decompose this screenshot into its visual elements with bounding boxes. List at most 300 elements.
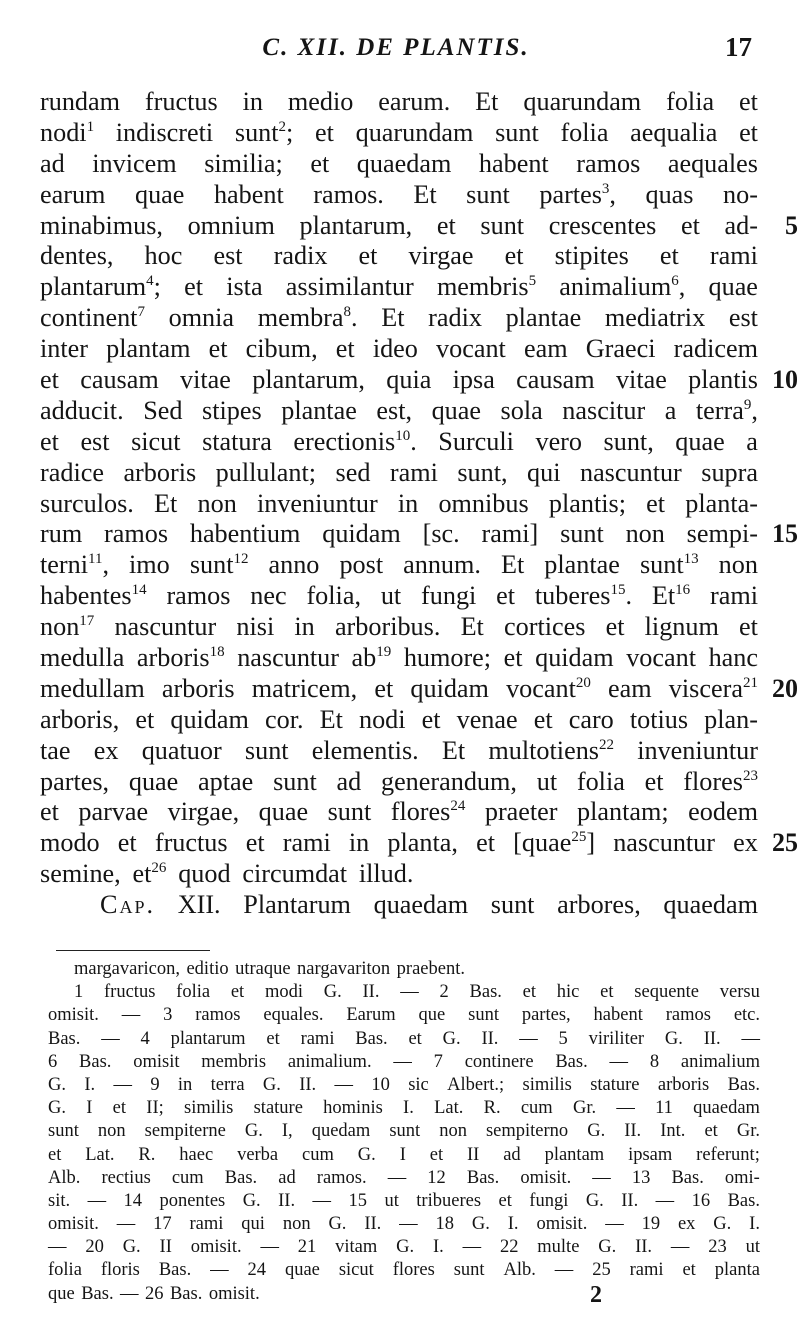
word: flores [392,1260,435,1281]
word: G. [48,1098,66,1119]
word: arboris [161,673,235,703]
word: partes, [521,1005,571,1026]
word: in [242,87,263,116]
word: nisi [236,612,275,642]
word: sunt [244,735,289,765]
word: lignum [644,612,719,642]
word: II [159,1237,172,1258]
word: quae [431,395,481,425]
word: folia [576,766,625,796]
word: ad [503,1144,521,1165]
word: Alb. [48,1167,81,1188]
word: arbores, [557,890,641,920]
word: assimilantur [285,272,414,302]
word: 7 [433,1051,443,1072]
word: ramos [665,1005,711,1026]
word: caro [568,704,614,734]
word: quas [645,179,694,209]
word: quaedam [356,148,452,178]
word: II. [299,1074,317,1095]
text-line [40,427,758,458]
word: rami [629,1260,664,1281]
text-line [40,396,758,427]
word: planta, [387,828,458,858]
word: et [358,241,378,271]
word: dentes, [40,241,114,271]
word: floris [100,1260,140,1281]
word: sunt [495,117,539,147]
word: quidam [170,704,249,734]
word: rami [189,1214,224,1235]
word: et [436,210,456,240]
word: omisit. [48,1005,99,1026]
footnote-line [48,1004,760,1027]
word: et [533,704,553,734]
word: et [230,982,245,1003]
word: Et [441,735,466,765]
word: G. [396,1237,415,1258]
word: nascuntur [237,643,339,673]
word: I. [507,1214,519,1235]
word: Bas. [169,1283,203,1304]
word: continere [464,1051,534,1072]
word: generandum, [380,766,517,796]
word: ponentes [159,1190,226,1211]
word: non [718,550,758,580]
word: fructus [154,828,228,858]
word: stipes [202,395,262,425]
word: tuberes$^{15}$. [534,581,633,611]
word: causam [516,365,595,395]
word: — [101,1028,120,1049]
word: vitae [615,365,667,395]
word: et [208,334,228,364]
word: Graeci [585,334,656,364]
footnote-line [48,1167,760,1190]
word: I [399,1144,406,1165]
word: rundam [40,87,120,116]
word: 19 [641,1214,661,1235]
word: II. [624,1121,642,1142]
word: Bas. [79,1051,112,1072]
footnote-line [48,1028,760,1051]
word: II; [146,1098,164,1119]
text-line [40,365,798,396]
word: G. [48,1074,66,1095]
word: annum. [403,550,481,580]
word: vocant [626,643,697,673]
word: inveniuntur [637,735,758,765]
word: G. [262,1074,281,1095]
footnote-line [48,958,760,981]
word: et [503,643,523,673]
word: omisit. [536,1214,588,1235]
word: sunt [327,797,372,827]
word: similis [184,1098,234,1119]
word: et [682,1260,696,1281]
word: ipsam [628,1144,673,1165]
word: nodi [358,704,406,734]
word: no- [723,179,758,209]
word: et [408,1028,422,1049]
word: aptae [198,766,254,796]
word: a [746,426,758,456]
word: quaedam [693,1098,760,1119]
word: XII. [177,890,221,920]
text-line [40,149,758,180]
word: haec [179,1144,214,1165]
word: I, [281,1121,293,1142]
word: Bas. [727,1190,760,1211]
word: stature [253,1098,303,1119]
word: — [655,1190,675,1211]
word: et [40,365,59,395]
word: et [496,581,516,611]
word: Bas. [158,1260,192,1281]
word: non [625,519,665,549]
word: virgae [408,241,474,271]
word: G. [357,1144,376,1165]
word: et [117,828,137,858]
word: 17 [153,1214,172,1235]
word: crescentes [548,210,657,240]
word: animalium [680,1051,760,1072]
main-text [40,87,798,921]
word: causam [80,365,159,395]
page-header [40,30,752,70]
word: arboris$^{18}$ [136,643,225,673]
word: versu [719,982,760,1003]
word: anno [268,550,320,580]
word: 2 [439,982,449,1003]
word: radix [428,303,482,333]
word: 14 [123,1190,143,1211]
word: sempiterne [144,1121,226,1142]
word: quidam [535,643,614,673]
word: et [135,704,155,734]
word: similia; [204,148,283,178]
word: plantam [544,1144,605,1165]
word: non [282,1214,311,1235]
text-line [40,118,758,149]
word: nargavariton [297,959,391,979]
word: quidam [410,673,489,703]
word: 26 [145,1283,164,1304]
word: II [467,1144,480,1165]
word: continent$^7$ [40,303,145,333]
word: et [522,982,537,1003]
text-line [40,303,758,334]
word: est, [376,395,413,425]
text-line [40,489,758,520]
word: 23 [708,1237,727,1258]
word: in [397,488,419,518]
word: 13 [631,1167,651,1188]
word: sunt$^{12}$ [189,550,249,580]
word: — [616,1098,635,1119]
word: ipsa [452,365,495,395]
word: omisit. [208,1283,260,1304]
word: eodem [688,797,758,827]
text-line [40,458,758,489]
footnote-line [48,1190,760,1213]
word: — [113,1074,132,1095]
word: terra$^9$, [695,395,758,425]
word: omisit. [520,1167,572,1188]
word: terni$^{11}$, [40,550,109,580]
word: ut [745,1237,760,1258]
word: sunt [48,1121,79,1142]
word: — [121,1005,141,1026]
word: G. [442,1028,461,1049]
word: habentium [189,519,301,549]
word: sempiterno [485,1121,569,1142]
word: II. [481,1028,499,1049]
word: Bas. [466,1167,500,1188]
word: folia [666,87,715,116]
word: quaedam [663,890,758,920]
word: — [120,1283,139,1304]
word: ad- [724,210,758,240]
word: I. [432,1237,444,1258]
footnote-line [48,1144,760,1167]
word: in [177,1074,193,1095]
word: et [739,117,758,147]
footnote-rule [56,950,210,951]
word: similis [522,1074,572,1095]
word: et [739,612,758,642]
word: habent [593,1005,643,1026]
word: habent [478,148,549,178]
word: animalium$^6$, [559,272,686,302]
word: 6 [48,1051,58,1072]
word: omnibus [438,488,529,518]
word: hic [556,982,580,1003]
word: rami [709,241,758,271]
word: quae [128,766,179,796]
word: sunt$^2$; [234,117,294,147]
word: et [600,982,614,1003]
text-line [40,612,758,643]
word: Albert.; [447,1074,505,1095]
word: — [741,1028,760,1049]
word: statura [202,426,272,456]
word: II. [703,1028,721,1049]
word: 21 [297,1237,317,1258]
word: ex [93,735,119,765]
word: et [659,241,679,271]
word: utraque [235,959,291,979]
word: et [310,148,330,178]
word: viscera$^{21}$ [668,673,758,703]
word: G. [323,982,342,1003]
word: earum. [378,87,451,116]
word: II. [635,1237,653,1258]
word: aequales [667,148,758,178]
word: et [374,673,394,703]
word: G. [328,1214,347,1235]
text-line [40,673,798,705]
word: ut [380,581,402,611]
word: sit. [48,1190,71,1211]
text-line [40,581,758,612]
word: stature [590,1074,640,1095]
word: R. [138,1144,156,1165]
word: multe [537,1237,580,1258]
word: et [680,210,700,240]
word: Et [500,550,525,580]
word: Bas. [555,1051,588,1072]
word: sunt [389,1121,421,1142]
word: hominis [323,1098,383,1119]
word: modo [40,828,100,858]
word: ex [677,1214,696,1235]
text-line [40,890,758,921]
word: sunt [453,1260,485,1281]
line-number: 5 [785,210,798,240]
line-number: 25 [772,828,798,858]
word: vitam [335,1237,378,1258]
word: sicut [131,426,181,456]
word: 4 [140,1028,150,1049]
word: et [476,828,496,858]
word: inter [40,334,88,364]
word: rami [709,581,758,611]
footnote-line [48,1213,760,1236]
word: 18 [435,1214,455,1235]
word: Bas. [469,982,502,1003]
word: radicem [673,334,758,364]
running-title: C. XII. DE PLANTIS. [262,34,530,61]
word: est [213,241,243,271]
word: rami [282,828,331,858]
word: et [184,272,204,302]
word: fungi [421,581,477,611]
word: Et [154,488,178,518]
word: sunt [490,890,535,920]
word: ideo [372,334,418,364]
word: 11 [655,1098,673,1119]
line-number: 20 [772,673,798,703]
word: flores$^{24}$ [390,797,466,827]
word: Bas. [48,1028,81,1049]
text-line [40,334,758,365]
word: inveniuntur [256,488,378,518]
line-number: 10 [772,365,798,395]
word: hoc [144,241,183,271]
word: plantae [281,395,357,425]
word: 9 [150,1074,160,1095]
word: membra$^8$. [257,303,358,333]
footnote-line [48,1120,760,1143]
word: nodi$^1$ [40,117,95,147]
word: ramos. [313,179,384,209]
word: 24 [247,1260,267,1281]
word: G. [598,1237,617,1258]
word: et [40,797,59,827]
word: margavaricon, [74,959,180,979]
word: et [315,117,334,147]
word: eam [523,334,568,364]
text-line [40,828,798,859]
text-line [40,859,758,890]
word: planta [714,1260,760,1281]
word: ad [278,1167,296,1188]
word: Et$^{16}$ [651,581,691,611]
word: nec [250,581,287,611]
word: 5 [558,1028,568,1049]
word: praebent. [396,959,465,979]
word: I. [403,1098,414,1119]
word: et [739,87,758,116]
word: qui [241,1214,265,1235]
footnote-line [48,1259,760,1282]
word: plantam [106,334,191,364]
word: quia [386,365,432,395]
word: sed [335,457,371,487]
word: sequente [634,982,700,1003]
word: folia, [306,581,361,611]
word: plantarum$^4$; [40,272,161,302]
word: Bas. [671,1167,704,1188]
word: 12 [427,1167,446,1188]
word: — [334,1074,354,1095]
word: sempi- [686,519,758,549]
word: praeter [484,797,558,827]
word: 20 [85,1237,104,1258]
word: earum [40,179,106,209]
word: — [519,1028,538,1049]
word: multotiens$^{22}$ [488,735,614,765]
word: est [80,426,110,456]
word: — [400,982,419,1003]
word: nascuntur [114,612,217,642]
word: omnium [187,210,275,240]
word: 25 [592,1260,611,1281]
text-line [40,272,758,303]
word: imo [129,550,170,580]
footnote-line [48,1097,760,1120]
word: Et [413,179,437,209]
word: arboris [123,457,197,487]
word: fructus [104,982,156,1003]
word: Earum [346,1005,396,1026]
word: cibum, [245,334,318,364]
word: membris$^5$ [436,272,537,302]
word: indiscreti [115,117,214,147]
word: — [87,1190,107,1211]
word: nascuntur [579,457,682,487]
word: plantam; [577,797,669,827]
word: II. [278,1190,296,1211]
word: animalium. [287,1051,372,1072]
text-line [40,180,758,211]
text-line [40,705,758,736]
word: que [418,1005,446,1026]
word: Sed [143,395,183,425]
footnote-line [48,1283,760,1306]
word: — [312,1190,332,1211]
word: habent [213,179,284,209]
word: rectius [101,1167,151,1188]
word: cor. [264,704,304,734]
word: et [605,612,625,642]
word: G. [664,1028,683,1049]
word: Gr. [572,1098,597,1119]
word: Et [475,87,499,116]
word: totius [629,704,689,734]
word: [quae$^{25}$] [513,828,596,858]
